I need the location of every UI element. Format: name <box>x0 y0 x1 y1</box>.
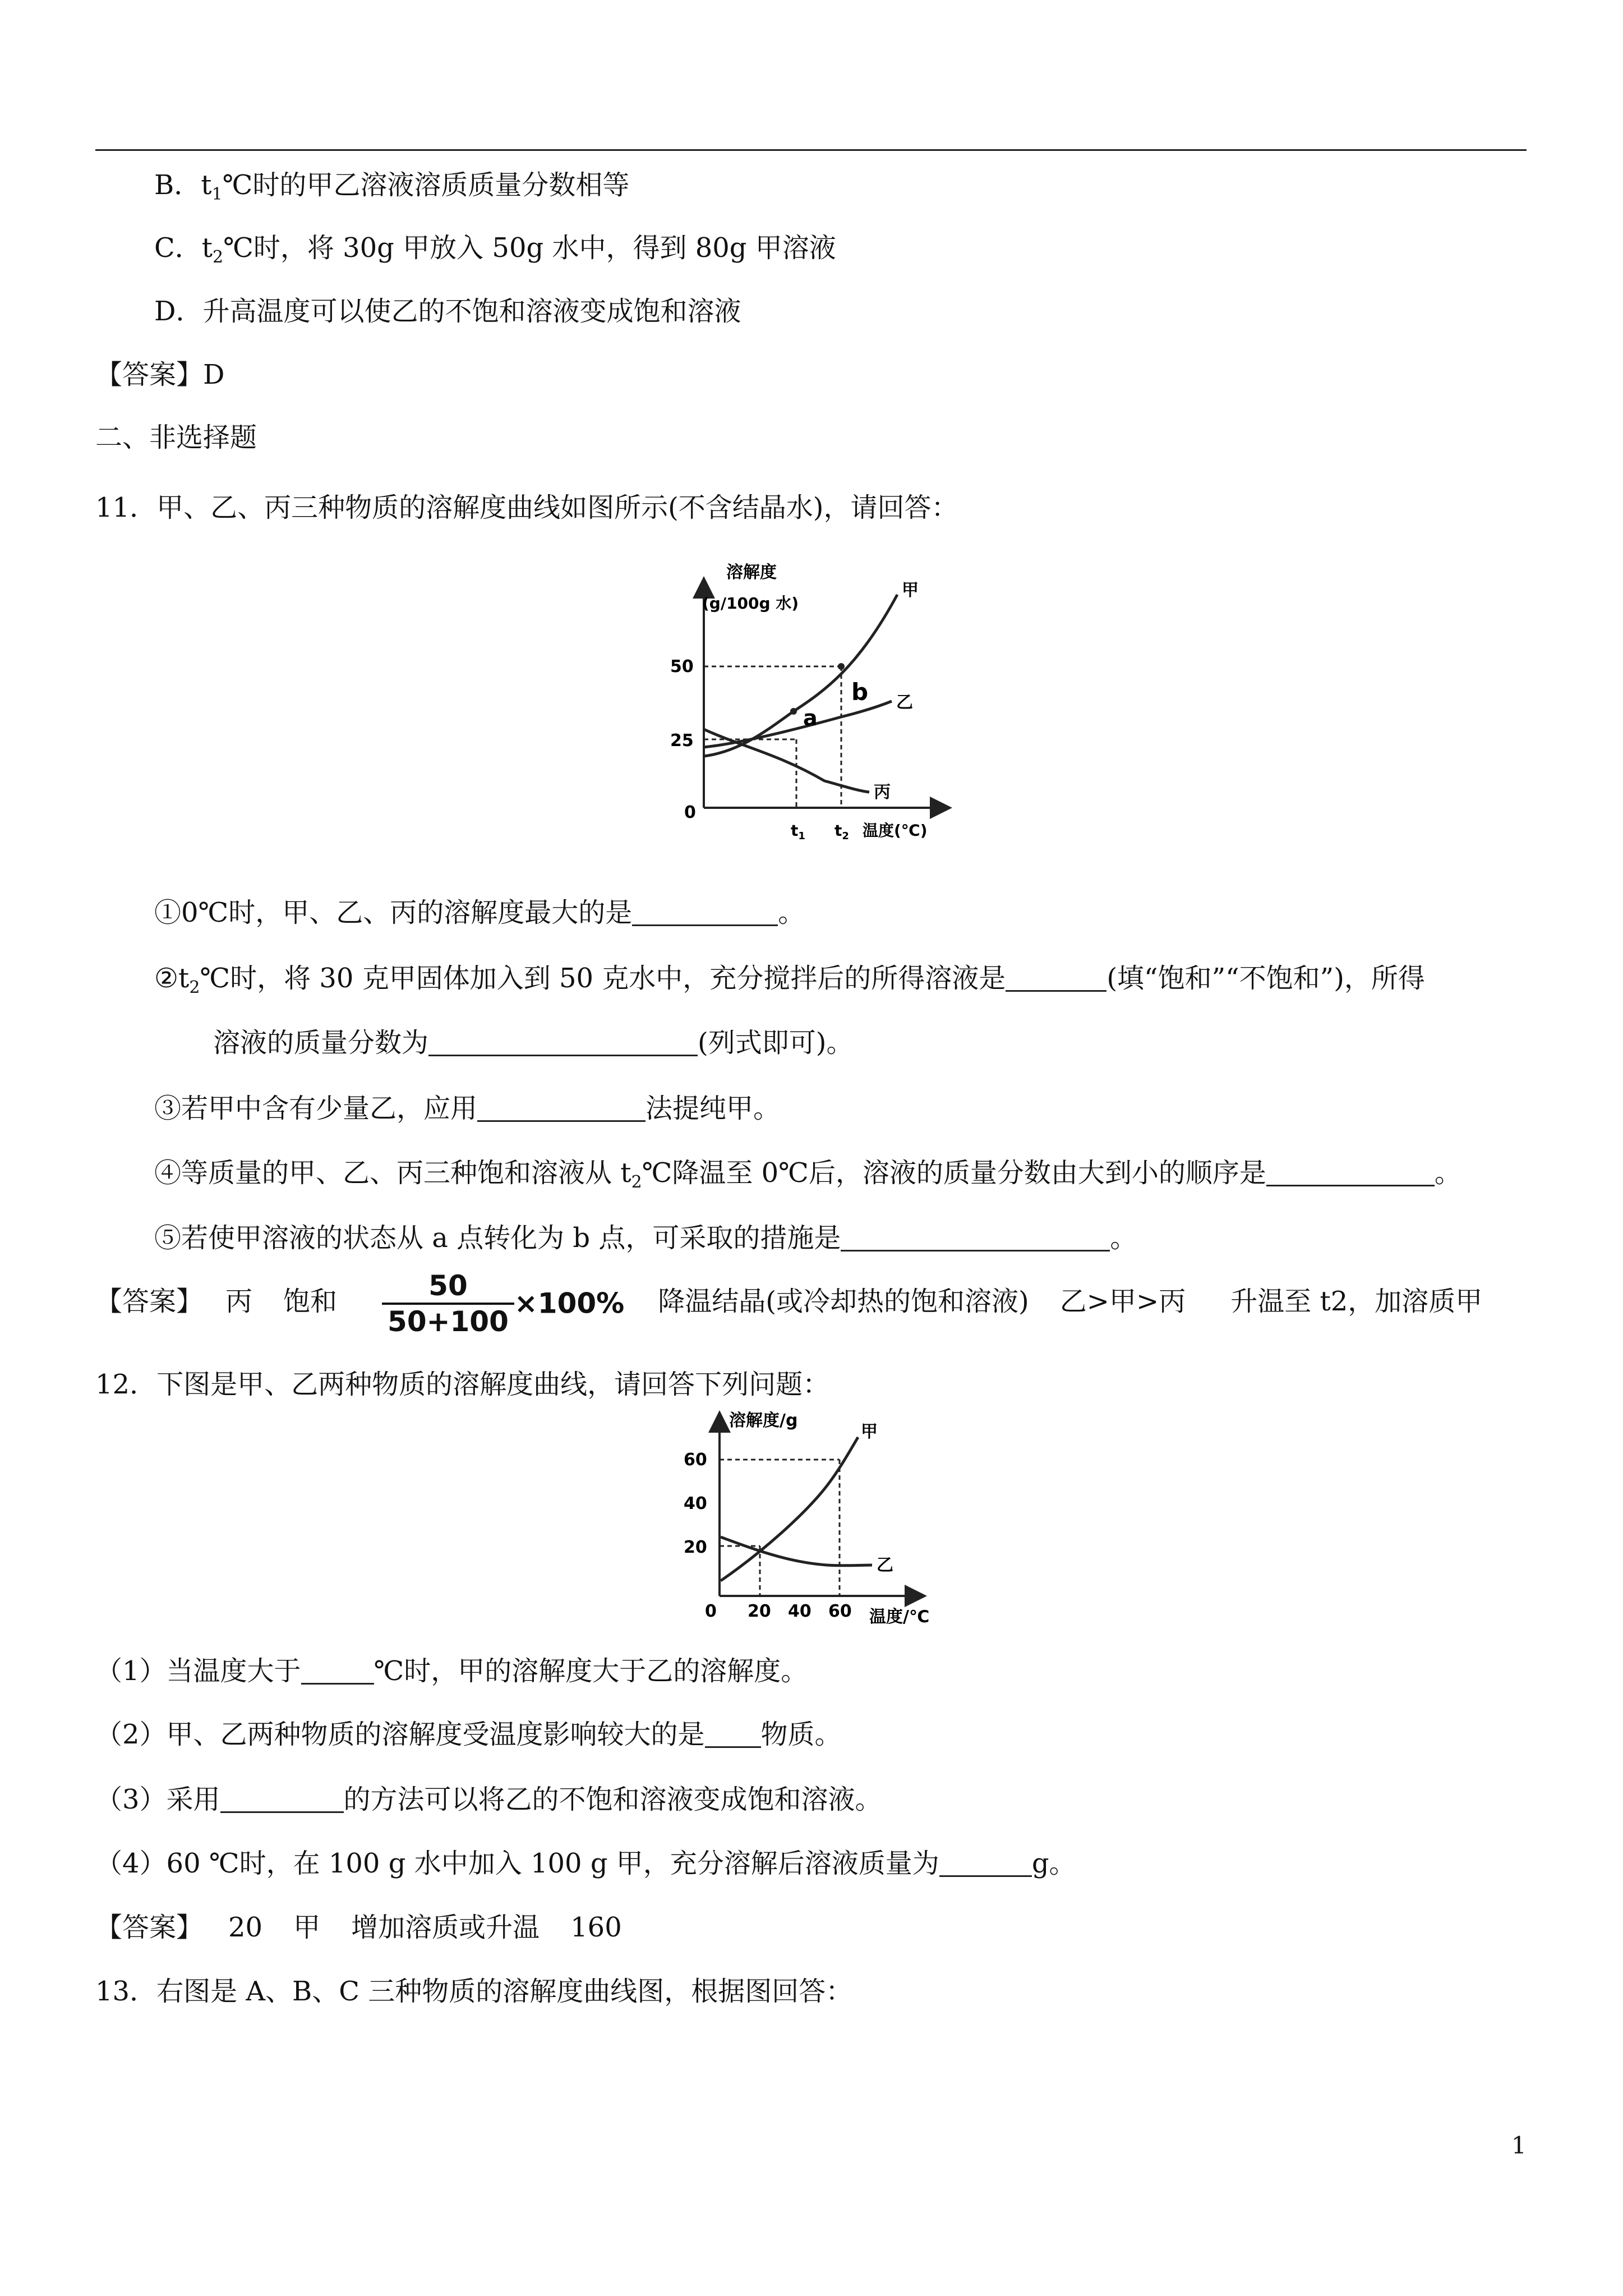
q11-point-a <box>790 708 797 715</box>
q11-curve-jia <box>704 595 897 756</box>
q11-label-b: b <box>851 678 869 706</box>
q12-xlabel: 温度/℃ <box>869 1607 930 1627</box>
q11-xlabel: 温度(℃) <box>863 821 928 840</box>
q11-answer: 【答案】 丙 饱和 $\frac{50}{50+100}$ ×100% 降温结晶(或冷却热的饱和溶液) 乙>甲>丙 升温至 t2，加溶质甲 <box>95 1269 1483 1338</box>
q11-label-a: a <box>803 706 818 730</box>
q11-ytick-25: 25 <box>670 731 694 751</box>
q11-point-b <box>838 663 845 670</box>
q12-sub3: （3）采用 的方法可以将乙的不饱和溶液变成饱和溶液。 <box>95 1784 882 1815</box>
page-number: 1 <box>1511 2132 1527 2159</box>
q11-sub2-line2: 溶液的质量分数为 (列式即可)。 <box>213 1027 854 1059</box>
section-heading: 二、非选择题 <box>95 422 257 453</box>
q11-series-bing: 丙 <box>874 783 891 802</box>
q12-ytick-20: 20 <box>684 1538 707 1557</box>
q12-answer: 【答案】 20 甲 增加溶质或升温 160 <box>95 1912 622 1943</box>
q11-ytick-50: 50 <box>670 657 694 677</box>
q12-ytick-40: 40 <box>684 1494 707 1513</box>
q12-sub1: （1）当温度大于 ℃时，甲的溶解度大于乙的溶解度。 <box>95 1655 808 1687</box>
q10-answer: 【答案】D <box>95 359 225 390</box>
q11-sub3: ③若甲中含有少量乙，应用 法提纯甲。 <box>154 1093 781 1124</box>
q12-ytick-60: 60 <box>684 1450 707 1470</box>
q12-sub4: （4）60 ℃时，在 100 g 水中加入 100 g 甲，充分溶解后溶液质量为 g。 <box>95 1848 1076 1879</box>
q12-series-jia: 甲 <box>861 1422 878 1442</box>
q11-sub4: ④等质量的甲、乙、丙三种饱和溶液从 $t_2℃$降温至 0℃后，溶液的质量分数由大到小的顺序是 。 <box>154 1157 1461 1192</box>
q12-curve-yi <box>721 1537 872 1566</box>
q12-sub2: （2）甲、乙两种物质的溶解度受温度影响较大的是 物质。 <box>95 1719 842 1750</box>
q12-ylabel: 溶解度/g <box>729 1411 798 1430</box>
q11-stem: 11．甲、乙、丙三种物质的溶解度曲线如图所示(不含结晶水)，请回答： <box>95 492 958 523</box>
q11-solubility-figure <box>656 561 970 847</box>
q11-sub1: ①0℃时，甲、乙、丙的溶解度最大的是 。 <box>154 897 805 928</box>
q10-option-c: C．$t_2℃$时，将 30g 甲放入 50g 水中，得到 80g 甲溶液 <box>154 232 836 267</box>
q11-sub2: $②t_2℃$时，将 30 克甲固体加入到 50 克水中，充分搅拌后的所得溶液是 (填“饱和”“不饱和”)，所得 <box>154 963 1425 997</box>
q11-ytick-0: 0 <box>684 803 696 822</box>
q11-ylabel-1: 溶解度 <box>726 563 777 582</box>
q12-xtick-0: 0 <box>705 1602 717 1621</box>
q11-ylabel-2: (g/100g 水) <box>702 594 799 613</box>
q12-xtick-40: 40 <box>788 1602 811 1621</box>
q12-series-yi: 乙 <box>877 1556 893 1575</box>
q11-series-jia: 甲 <box>902 581 919 600</box>
q11-xtick-t1: $t_1$ <box>791 821 805 842</box>
q10-option-b: B．$t_1℃$时的甲乙溶液溶质质量分数相等 <box>154 169 630 204</box>
q12-stem: 12．下图是甲、乙两种物质的溶解度曲线，请回答下列问题： <box>95 1369 830 1400</box>
q12-xtick-60: 60 <box>828 1602 852 1621</box>
q11-sub5: ⑤若使甲溶液的状态从 a 点转化为 b 点，可采取的措施是 。 <box>154 1222 1137 1254</box>
q11-answer-fraction: $\frac{50}{50+100}$ <box>382 1269 514 1338</box>
q11-series-yi: 乙 <box>896 693 913 712</box>
q10-option-d: D．升高温度可以使乙的不饱和溶液变成饱和溶液 <box>154 296 741 327</box>
q13-stem: 13．右图是 A、B、C 三种物质的溶解度曲线图，根据图回答： <box>95 1976 853 2007</box>
q12-xtick-20: 20 <box>748 1602 771 1621</box>
q12-solubility-figure <box>676 1402 956 1627</box>
header-rule <box>95 149 1527 151</box>
q11-xtick-t2: $t_2$ <box>834 821 849 842</box>
